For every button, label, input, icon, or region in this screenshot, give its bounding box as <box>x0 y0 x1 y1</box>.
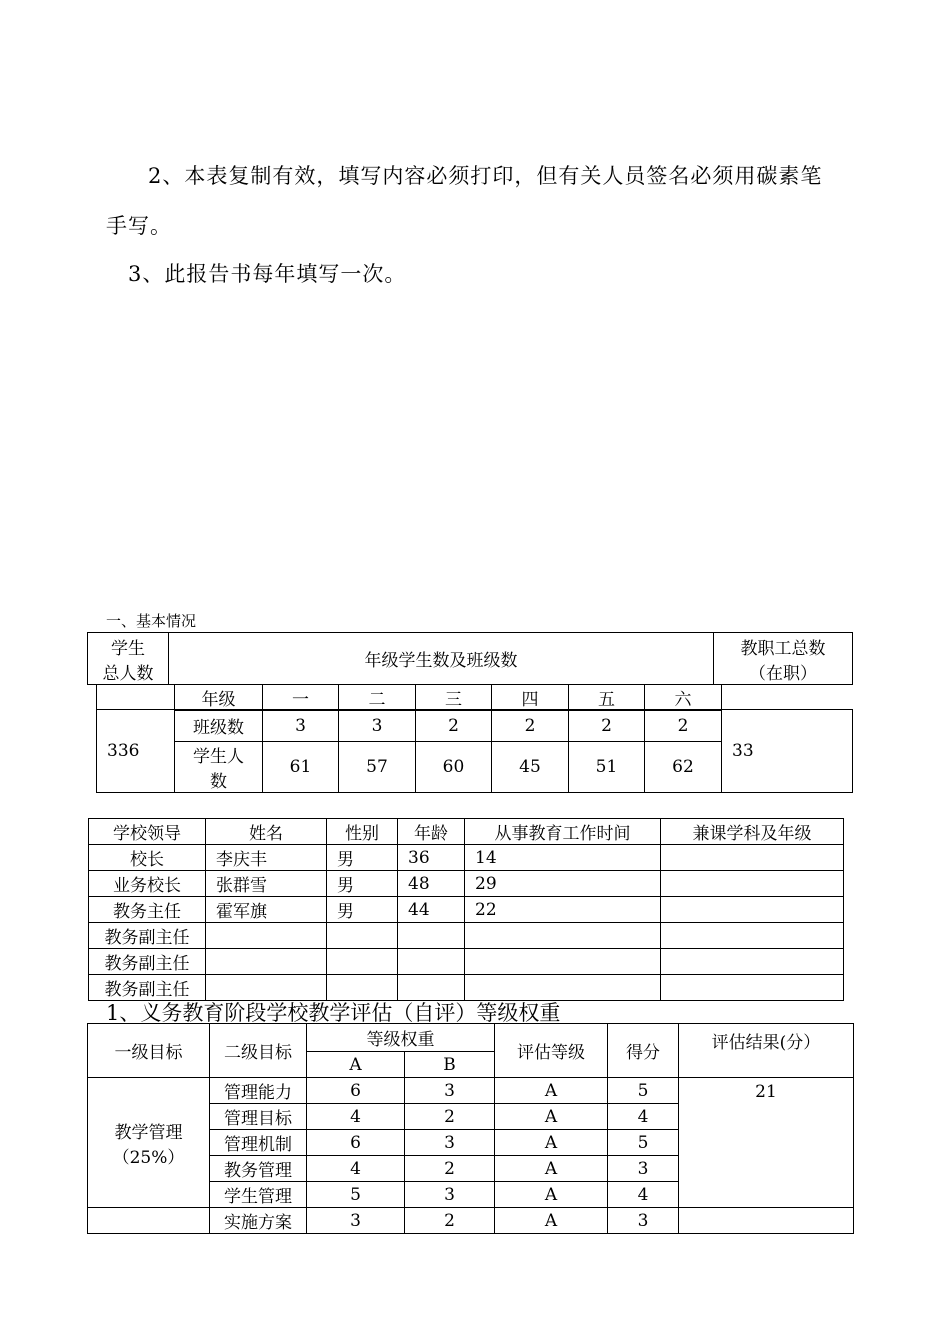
leaders-header-years: 从事教育工作时间 <box>465 819 661 845</box>
eval-header-level2: 二级目标 <box>210 1024 307 1078</box>
eval-header-score: 得分 <box>608 1024 679 1078</box>
eval-grade: A <box>495 1078 608 1104</box>
eval-weight-a: 4 <box>307 1104 405 1130</box>
eval-header-grade: 评估等级 <box>495 1024 608 1078</box>
leaders-table <box>88 818 844 1001</box>
grade-blank-cell <box>97 685 175 711</box>
grade-label: 年级 <box>175 685 263 711</box>
table-row <box>88 1078 854 1104</box>
leader-role: 教务副主任 <box>89 949 206 975</box>
table-row <box>88 1208 854 1234</box>
leader-gender <box>327 923 398 949</box>
student-count-cell: 57 <box>339 742 416 793</box>
leader-subject <box>661 845 844 871</box>
eval-weight-b: 3 <box>405 1130 495 1156</box>
eval-weight-a: 5 <box>307 1182 405 1208</box>
leader-role: 教务主任 <box>89 897 206 923</box>
eval-header-level1: 一级目标 <box>88 1024 210 1078</box>
class-count-label: 班级数 <box>175 710 263 742</box>
leaders-header-subject: 兼课学科及年级 <box>661 819 844 845</box>
class-count-cell: 2 <box>569 710 645 742</box>
leader-name <box>206 923 327 949</box>
eval-group-result: 21 <box>679 1078 854 1208</box>
eval-grade: A <box>495 1104 608 1130</box>
class-count-cell: 2 <box>645 710 722 742</box>
eval-grade: A <box>495 1156 608 1182</box>
leader-name: 霍军旗 <box>206 897 327 923</box>
total-staff-value: 33 <box>722 710 853 793</box>
evaluation-title: 1、义务教育阶段学校教学评估（自评）等级权重 <box>106 1001 561 1025</box>
eval-score: 3 <box>608 1208 679 1234</box>
eval-weight-a: 6 <box>307 1130 405 1156</box>
total-students-value: 336 <box>97 710 175 793</box>
leader-years: 14 <box>465 845 661 871</box>
table-row <box>89 871 844 897</box>
eval-score: 3 <box>608 1156 679 1182</box>
leader-role: 教务副主任 <box>89 923 206 949</box>
leaders-header-age: 年龄 <box>398 819 465 845</box>
leader-role: 教务副主任 <box>89 975 206 1001</box>
eval-target: 管理目标 <box>210 1104 307 1130</box>
table-row <box>89 897 844 923</box>
basic-header-table <box>87 632 853 685</box>
eval-weight-b: 2 <box>405 1156 495 1182</box>
eval-target: 实施方案 <box>210 1208 307 1234</box>
eval-score: 4 <box>608 1182 679 1208</box>
student-count-cell: 61 <box>263 742 339 793</box>
table-row <box>89 923 844 949</box>
section-label-basic: 一、基本情况 <box>106 612 197 630</box>
leaders-header-role: 学校领导 <box>89 819 206 845</box>
leader-gender: 男 <box>327 845 398 871</box>
eval-score: 5 <box>608 1130 679 1156</box>
leader-subject <box>661 949 844 975</box>
eval-weight-b: 2 <box>405 1104 495 1130</box>
leader-years <box>465 923 661 949</box>
leader-subject <box>661 975 844 1001</box>
grade-cell: 二 <box>339 685 416 711</box>
grade-cell: 三 <box>416 685 492 711</box>
leader-age <box>398 949 465 975</box>
leader-age <box>398 923 465 949</box>
table-row <box>89 845 844 871</box>
leader-gender: 男 <box>327 897 398 923</box>
evaluation-table <box>87 1023 854 1234</box>
leader-subject <box>661 897 844 923</box>
leader-age: 36 <box>398 845 465 871</box>
total-students-header: 学生 总人数 <box>88 633 169 685</box>
eval-header-a: A <box>307 1052 405 1078</box>
eval-score: 4 <box>608 1104 679 1130</box>
eval-weight-a: 4 <box>307 1156 405 1182</box>
grade-cell: 一 <box>263 685 339 711</box>
leader-role: 业务校长 <box>89 871 206 897</box>
class-count-cell: 3 <box>263 710 339 742</box>
student-count-cell: 51 <box>569 742 645 793</box>
leader-subject <box>661 871 844 897</box>
class-count-cell: 2 <box>416 710 492 742</box>
eval-target: 学生管理 <box>210 1182 307 1208</box>
leader-name: 李庆丰 <box>206 845 327 871</box>
eval-weight-b: 2 <box>405 1208 495 1234</box>
leader-age: 48 <box>398 871 465 897</box>
note-line-3: 3、此报告书每年填写一次。 <box>128 262 407 286</box>
eval-target: 教务管理 <box>210 1156 307 1182</box>
note-line-2: 手写。 <box>106 214 172 238</box>
eval-result-blank <box>679 1208 854 1234</box>
eval-group-name: 教学管理 （25%） <box>88 1078 210 1208</box>
grade-row-table <box>96 684 853 711</box>
eval-weight-b: 3 <box>405 1078 495 1104</box>
grade-cell: 五 <box>569 685 645 711</box>
leader-role: 校长 <box>89 845 206 871</box>
leaders-header-name: 姓名 <box>206 819 327 845</box>
leader-age: 44 <box>398 897 465 923</box>
eval-weight-a: 3 <box>307 1208 405 1234</box>
grade-header: 年级学生数及班级数 <box>169 633 714 685</box>
eval-weight-b: 3 <box>405 1182 495 1208</box>
eval-target: 管理能力 <box>210 1078 307 1104</box>
leader-years <box>465 949 661 975</box>
leader-name <box>206 949 327 975</box>
eval-grade: A <box>495 1182 608 1208</box>
basic-data-table <box>96 709 853 793</box>
grade-blank-cell <box>722 685 853 711</box>
grade-cell: 四 <box>492 685 569 711</box>
eval-grade: A <box>495 1208 608 1234</box>
student-count-cell: 60 <box>416 742 492 793</box>
staff-header: 教职工总数 （在职） <box>714 633 853 685</box>
eval-header-result: 评估结果(分） <box>679 1024 854 1078</box>
eval-weight-a: 6 <box>307 1078 405 1104</box>
leaders-header-gender: 性别 <box>327 819 398 845</box>
leader-gender: 男 <box>327 871 398 897</box>
table-row <box>89 949 844 975</box>
eval-target: 管理机制 <box>210 1130 307 1156</box>
eval-grade: A <box>495 1130 608 1156</box>
leader-gender <box>327 949 398 975</box>
student-count-cell: 62 <box>645 742 722 793</box>
eval-group-blank <box>88 1208 210 1234</box>
eval-header-b: B <box>405 1052 495 1078</box>
class-count-cell: 2 <box>492 710 569 742</box>
eval-score: 5 <box>608 1078 679 1104</box>
leader-name: 张群雪 <box>206 871 327 897</box>
class-count-cell: 3 <box>339 710 416 742</box>
leader-subject <box>661 923 844 949</box>
leader-years: 22 <box>465 897 661 923</box>
student-count-cell: 45 <box>492 742 569 793</box>
note-line-1: 2、本表复制有效，填写内容必须打印，但有关人员签名必须用碳素笔 <box>148 164 823 188</box>
leader-years: 29 <box>465 871 661 897</box>
student-count-label: 学生人 数 <box>175 742 263 793</box>
eval-header-weight: 等级权重 <box>307 1024 495 1052</box>
grade-cell: 六 <box>645 685 722 711</box>
